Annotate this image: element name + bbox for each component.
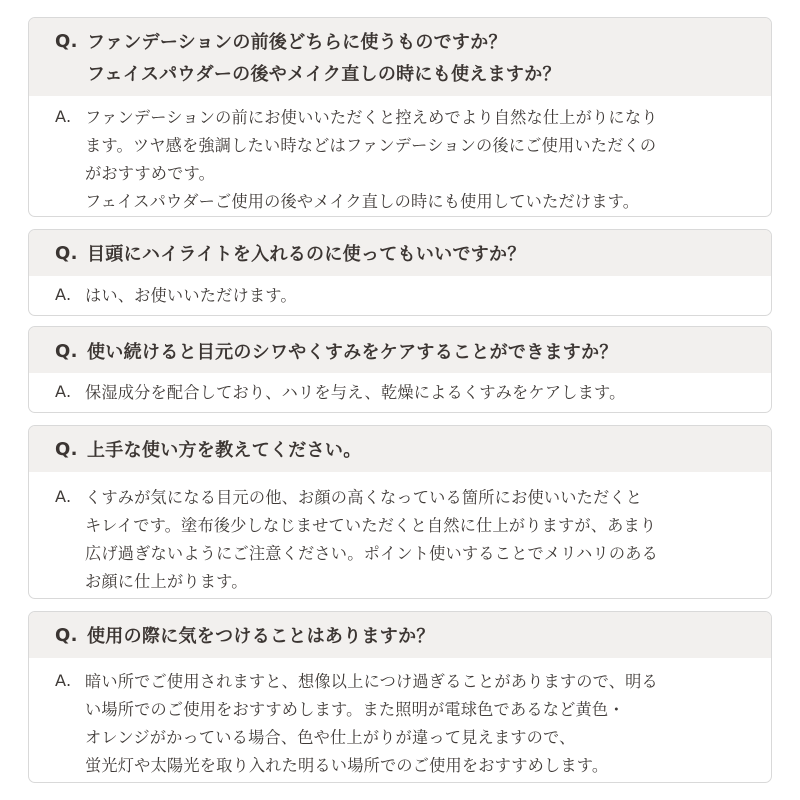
answer-text: 蛍光灯や太陽光を取り入れた明るい場所でのご使用をおすすめします。 — [85, 756, 609, 775]
answer-text: がおすすめです。 — [85, 164, 215, 183]
answer-line — [55, 482, 759, 510]
question-line — [55, 57, 757, 89]
answer-text: い場所でのご使用をおすすめします。また照明が電球色であるなど黄色・ — [85, 700, 625, 719]
question-line — [55, 237, 757, 269]
question-line — [55, 25, 757, 57]
answer-prefix: A. — [55, 670, 72, 690]
answer-text: 広げ過ぎないようにご注意ください。ポイント使いすることでメリハリのある — [85, 544, 659, 563]
question-text: 上手な使い方を教えてください。 — [87, 440, 362, 461]
answer-text: 保湿成分を配合しており、ハリを与え、乾燥によるくすみをケアします。 — [85, 383, 626, 402]
faq-question — [29, 426, 771, 472]
question-prefix: Q. — [55, 340, 78, 362]
answer-line — [55, 102, 759, 130]
answer-line — [55, 158, 759, 186]
answer-prefix: A. — [55, 106, 72, 126]
faq-card — [28, 611, 772, 783]
answer-text: お顔に仕上がります。 — [85, 572, 248, 591]
question-line — [55, 433, 757, 465]
answer-line — [55, 538, 759, 566]
question-text: 使い続けると目元のシワやくすみをケアすることができますか？ — [87, 342, 618, 363]
faq-card — [28, 229, 772, 316]
question-text: フェイスパウダーの後やメイク直しの時にも使えますか？ — [87, 64, 561, 85]
answer-line — [55, 510, 759, 538]
answer-line — [55, 750, 759, 778]
question-line — [55, 335, 757, 367]
question-prefix: Q. — [55, 30, 78, 52]
answer-line — [55, 722, 759, 750]
answer-line — [55, 186, 759, 214]
faq-answer — [29, 472, 771, 594]
answer-text: くすみが気になる目元の他、お顔の高くなっている箇所にお使いいただくと — [85, 488, 643, 507]
answer-prefix: A. — [55, 284, 72, 304]
answer-text: キレイです。塗布後少しなじませていただくと自然に仕上がりますが、あまり — [85, 516, 657, 535]
faq-question — [29, 327, 771, 373]
answer-text: ます。ツヤ感を強調したい時などはファンデーションの後にご使用いただくの — [85, 136, 657, 155]
answer-text: はい、お使いいただけます。 — [85, 286, 297, 305]
answer-text: ファンデーションの前にお使いいただくと控えめでより自然な仕上がりになり — [85, 108, 658, 127]
faq-question — [29, 612, 771, 658]
answer-line — [55, 280, 759, 308]
question-text: ファンデーションの前後どちらに使うものですか？ — [87, 32, 507, 53]
faq-card — [28, 326, 772, 413]
answer-line — [55, 666, 759, 694]
question-text: 目頭にハイライトを入れるのに使ってもいいですか？ — [87, 244, 526, 265]
question-line — [55, 619, 757, 651]
answer-line — [55, 566, 759, 594]
answer-text: 暗い所でご使用されますと、想像以上につけ過ぎることがありますので、明る — [85, 672, 658, 691]
question-prefix: Q. — [55, 242, 78, 264]
question-text: 使用の際に気をつけることはありますか？ — [87, 626, 435, 647]
faq-answer — [29, 373, 771, 405]
faq-answer — [29, 276, 771, 308]
faq-answer — [29, 658, 771, 778]
faq-answer — [29, 96, 771, 214]
answer-line — [55, 130, 759, 158]
faq-card — [28, 425, 772, 599]
answer-line — [55, 377, 759, 405]
answer-prefix: A. — [55, 486, 72, 506]
faq-card — [28, 17, 772, 217]
answer-text: オレンジがかっている場合、色や仕上がりが違って見えますので、 — [85, 728, 576, 747]
answer-text: フェイスパウダーご使用の後やメイク直しの時にも使用していただけます。 — [85, 192, 640, 211]
answer-line — [55, 694, 759, 722]
answer-prefix: A. — [55, 381, 72, 401]
question-prefix: Q. — [55, 438, 78, 460]
question-prefix: Q. — [55, 624, 78, 646]
faq-question — [29, 18, 771, 96]
faq-question — [29, 230, 771, 276]
